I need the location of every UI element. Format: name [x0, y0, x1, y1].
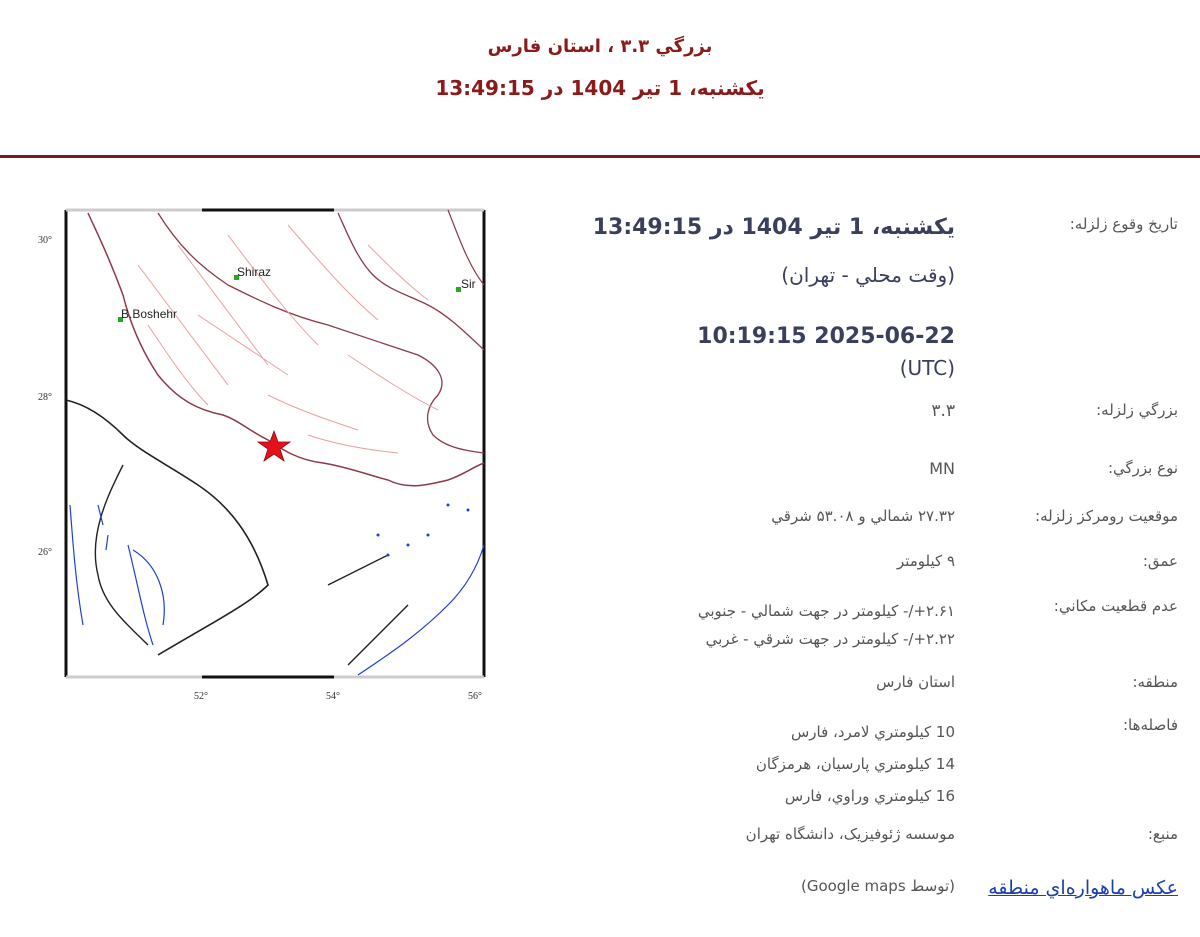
page-header [0, 0, 1200, 156]
datetime-label: تاريخ وقوع زلزله: [1069, 215, 1178, 233]
magnitude-label: بزرگي زلزله: [1096, 401, 1178, 419]
region-value: استان فارس [876, 673, 955, 691]
city-label-boshehr: B.Boshehr [121, 307, 178, 321]
distances-label: فاصله‌ها: [1122, 716, 1178, 734]
earthquake-info [560, 205, 1200, 925]
satellite-image-link[interactable]: عکس ماهواره‌اي منطقه [988, 877, 1178, 899]
uncertainty-values [565, 597, 955, 653]
uncertainty-label: عدم قطعيت مکاني: [1053, 597, 1178, 615]
utc-note: (UTC) [899, 356, 955, 380]
source-label: منبع: [1147, 825, 1178, 843]
utc-time: 2025-06-22 10:19:15 [697, 324, 955, 349]
lat-tick-28: 28° [38, 392, 52, 403]
uncertainty-ns: ۲.۶۱+/- کيلومتر در جهت شمالي - جنوبي [697, 602, 955, 620]
mag-type-label: نوع بزرگي: [1107, 459, 1178, 477]
distance-item: 16 کيلومتري وراوي، فارس [784, 787, 955, 805]
local-time: يکشنبه، 1 تير 1404 در 13:49:15 [592, 215, 955, 240]
depth-value: ۹ کيلومتر [896, 552, 955, 570]
lat-tick-30: 30° [38, 235, 52, 246]
epicenter-map [28, 205, 498, 705]
distances-values [565, 716, 955, 812]
location-value: ۲۷.۳۲ شمالي و ۵۳.۰۸ شرقي [771, 507, 955, 525]
mag-type-value: MN [929, 459, 955, 478]
city-label-shiraz: Shiraz [237, 265, 272, 279]
lon-tick-54: 54° [326, 691, 340, 702]
source-value: موسسه ژئوفيزيک، دانشگاه تهران [745, 825, 955, 843]
lat-tick-26: 26° [38, 547, 52, 558]
local-time-note: (وقت محلي - تهران) [781, 263, 955, 287]
map-svg [28, 205, 498, 705]
region-label: منطقه: [1132, 673, 1178, 691]
page-subtitle: يکشنبه، 1 تير 1404 در 13:49:15 [435, 76, 765, 100]
page-title: بزرگي ۳.۳ ، استان فارس [487, 36, 713, 57]
city-label-sir: Sir [461, 277, 476, 291]
lon-tick-56: 56° [468, 691, 482, 702]
lon-tick-52: 52° [194, 691, 208, 702]
depth-label: عمق: [1142, 552, 1178, 570]
satellite-note: (توسط Google maps) [800, 877, 955, 895]
uncertainty-ew: ۲.۲۲+/- کيلومتر در جهت شرقي - غربي [705, 630, 955, 648]
distance-item: 10 کيلومتري لامرد، فارس [790, 723, 955, 741]
header-divider [0, 155, 1200, 158]
distance-item: 14 کيلومتري پارسيان، هرمزگان [755, 755, 955, 773]
location-label: موقعيت رومرکز زلزله: [1035, 507, 1178, 525]
magnitude-value: ۳.۳ [931, 401, 955, 421]
